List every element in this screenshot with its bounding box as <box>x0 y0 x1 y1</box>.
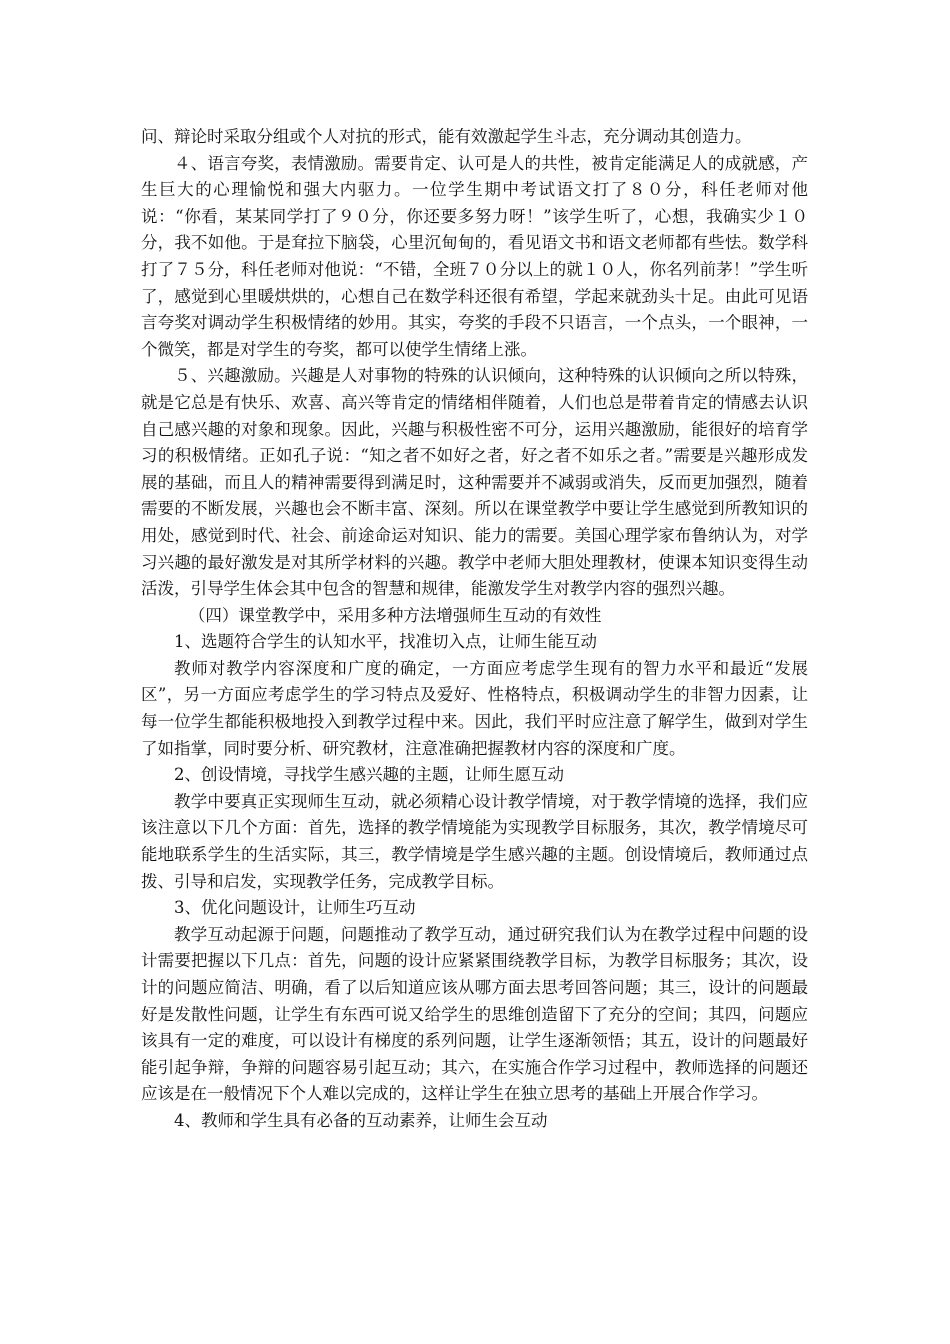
paragraph-create-situation: 教学中要真正实现师生互动，就必须精心设计教学情境，对于教学情境的选择，我们应该注意以下几个方面：首先，选择的教学情境能为实现教学目标服务，其次，教学情境尽可能地联系学生的生活实际，其三，教学情境是学生感兴趣的主题。创设情境后，教师通过点拨、引导和启发，实现教学任务，完成教学目标。 <box>141 791 808 891</box>
paragraph-language-praise: ４、语言夸奖，表情激励。需要肯定、认可是人的共性，被肯定能满足人的成就感，产生巨大的心理愉悦和强大内驱力。一位学生期中考试语文打了８０分，科任老师对他说：“你看，某某同学打了９０分，你还要多努力呀！”该学生听了，心想，我确实少１０分，我不如他。于是耷拉下脑袋，心里沉甸甸的，看见语文书和语文老师都有些怯。数学科打了７５分，科任老师对他说：“不错，全班７０分以上的就１０人，你名列前茅！”学生听了，感觉到心里暖烘烘的，心想自己在数学科还很有希望，学起来就劲头十足。由此可见语言夸奖对调动学生积极情绪的妙用。其实，夸奖的手段不只语言，一个点头，一个眼神，一个微笑，都是对学生的夸奖，都可以使学生情绪上涨。 <box>141 153 808 359</box>
paragraph-topic-selection: 教师对教学内容深度和广度的确定，一方面应考虑学生现有的智力水平和最近“发展区”，另一方面应考虑学生的学习特点及爱好、性格特点，积极调动学生的非智力因素，让每一位学生都能积极地投入到教学过程中来。因此，我们平时应注意了解学生，做到对学生了如指掌，同时要分析、研究教材，注意准确把握教材内容的深度和广度。 <box>141 658 808 758</box>
paragraph-question-design: 教学互动起源于问题，问题推动了教学互动，通过研究我们认为在教学过程中问题的设计需要把握以下几点：首先，问题的设计应紧紧围绕教学目标，为教学目标服务；其次，设计的问题应简洁、明确，看了以后知道应该从哪方面去思考回答问题；其三，设计的问题最好是发散性问题，让学生有东西可说又给学生的思维创造留下了充分的空间；其四，问题应该具有一定的难度，可以设计有梯度的系列问题，让学生逐渐领悟；其五，设计的问题最好能引起争辩，争辩的问题容易引起互动；其六，在实施合作学习过程中，教师选择的问题还应该是在一般情况下个人难以完成的，这样让学生在独立思考的基础上开展合作学习。 <box>141 924 808 1104</box>
subheading-create-situation: 2、创设情境，寻找学生感兴趣的主题，让师生愿互动 <box>174 765 564 785</box>
subheading-interaction-literacy: 4、教师和学生具有必备的互动素养，让师生会互动 <box>174 1110 548 1130</box>
subheading-question-design: 3、优化问题设计，让师生巧互动 <box>174 898 416 918</box>
paragraph-interest-motivation: ５、兴趣激励。兴趣是人对事物的特殊的认识倾向，这种特殊的认识倾向之所以特殊，就是它总是有快乐、欢喜、高兴等肯定的情绪相伴随着，人们也总是带着肯定的情感去认识自己感兴趣的对象和现象。因此，兴趣与积极性密不可分，运用兴趣激励，能很好的培育学习的积极情绪。正如孔子说：“知之者不如好之者，好之者不如乐之者。”需要是兴趣形成发展的基础，而且人的精神需要得到满足时，这种需要并不减弱或消失，反而更加强烈，随着需要的不断发展，兴趣也会不断丰富、深刻。所以在课堂教学中要让学生感觉到所教知识的用处，感觉到时代、社会、前途命运对知识、能力的需要。美国心理学家布鲁纳认为，对学习兴趣的最好激发是对其所学材料的兴趣。教学中老师大胆处理教材，使课本知识变得生动活泼，引导学生体会其中包含的智慧和规律，能激发学生对教学内容的强烈兴趣。 <box>141 366 808 599</box>
paragraph-continuation: 问、辩论时采取分组或个人对抗的形式，能有效激起学生斗志，充分调动其创造力。 <box>141 127 752 146</box>
document-body <box>141 124 808 1135</box>
section-heading-four: （四）课堂教学中，采用多种方法增强师生互动的有效性 <box>188 605 602 625</box>
subheading-topic-selection: 1、选题符合学生的认知水平，找准切入点，让师生能互动 <box>174 632 597 652</box>
